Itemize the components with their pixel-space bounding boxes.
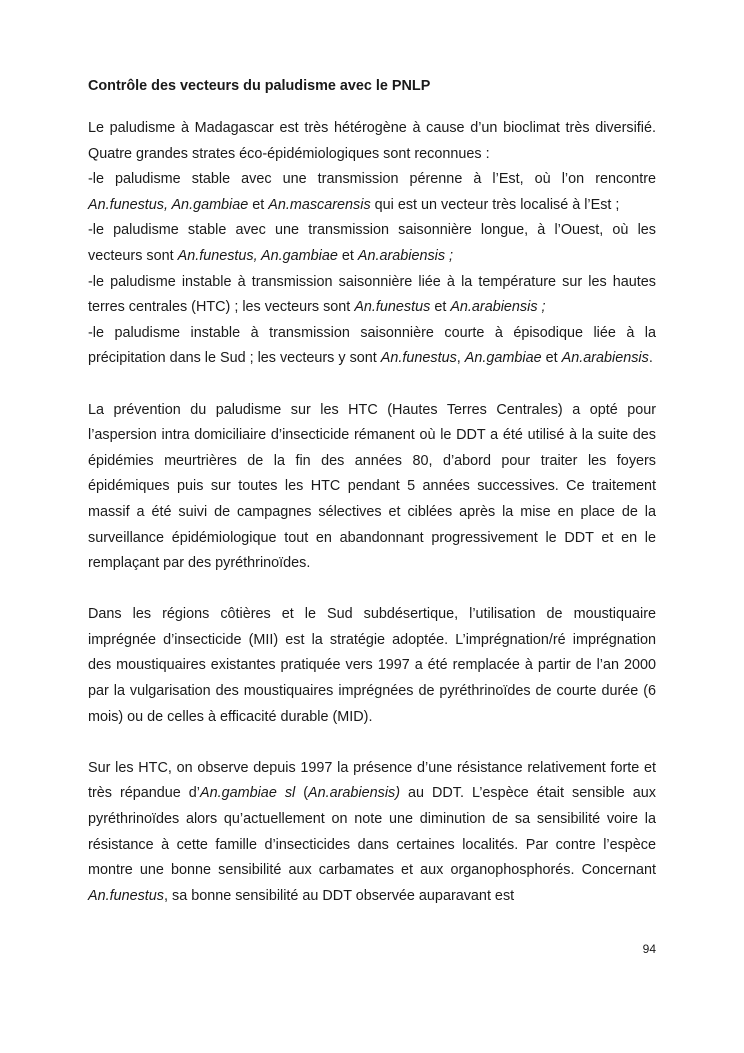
paragraph-prevention-htc: La prévention du paludisme sur les HTC (Hautes Terres Centrales) a opté pour l’aspersion intra domiciliaire d’insecticide rémanent où le DDT a été utilisé à la suite des épidémies meurtrières de la fin des années 80, d’abord pour traiter les foyers épidémiques puis sur toutes les HTC pendant 5 années successives. Ce traitement massif a été suivi de campagnes sélectives et ciblées après la mise en place de la surveillance épidémiologique tout en abandonnant progressivement le DDT et en le remplaçant par des pyréthrinoïdes.	[88, 401, 656, 572]
strata-west: -le paludisme stable avec une transmission saisonnière longue, à l’Ouest, où les vecteurs sont An.funestus, An.gambiae et An.arabiensis ;	[88, 222, 656, 264]
paragraph-mii: Dans les régions côtières et le Sud subdésertique, l’utilisation de moustiquaire imprégnée d’insecticide (MII) est la stratégie adoptée. L’imprégnation/ré imprégnation des moustiquaires existantes pratiquée vers 1997 a été remplacée à partir de l’an 2000 par la vulgarisation des moustiquaires imprégnées de pyréthrinoïdes de courte durée (6 mois) ou de celles à efficacité durable (MID).	[88, 606, 656, 725]
document-page	[88, 76, 656, 935]
paragraph-resistance: Sur les HTC, on observe depuis 1997 la présence d’une résistance relativement forte et très répandue d’An.gambiae sl (An.arabiensis) au DDT. L’espèce était sensible aux pyréthrinoïdes alors qu’actuellement on note une diminution de sa sensibilité voire la résistance à cette famille d’insecticides dans certaines localités. Par contre l’espèce montre une bonne sensibilité aux carbamates et aux organophosphorés. Concernant An.funestus, sa bonne sensibilité au DDT observée auparavant est	[88, 759, 656, 904]
strata-east: -le paludisme stable avec une transmission pérenne à l’Est, où l’on rencontre An.funestus, An.gambiae et An.mascarensis qui est un vecteur très localisé à l’Est ;	[88, 171, 656, 213]
page-number: 94	[642, 942, 656, 956]
section-heading: Contrôle des vecteurs du paludisme avec le PNLP	[88, 78, 431, 94]
strata-intro: Le paludisme à Madagascar est très hétérogène à cause d’un bioclimat très diversifié. Quatre grandes strates éco-épidémiologiques sont reconnues :	[88, 120, 656, 162]
paragraph-strata	[88, 116, 656, 372]
strata-south: -le paludisme instable à transmission saisonnière courte à épisodique liée à la précipitation dans le Sud ; les vecteurs y sont An.funestus, An.gambiae et An.arabiensis.	[88, 324, 656, 367]
strata-htc: -le paludisme instable à transmission saisonnière liée à la température sur les hautes terres centrales (HTC) ; les vecteurs sont An.funestus et An.arabiensis ;	[88, 273, 656, 316]
